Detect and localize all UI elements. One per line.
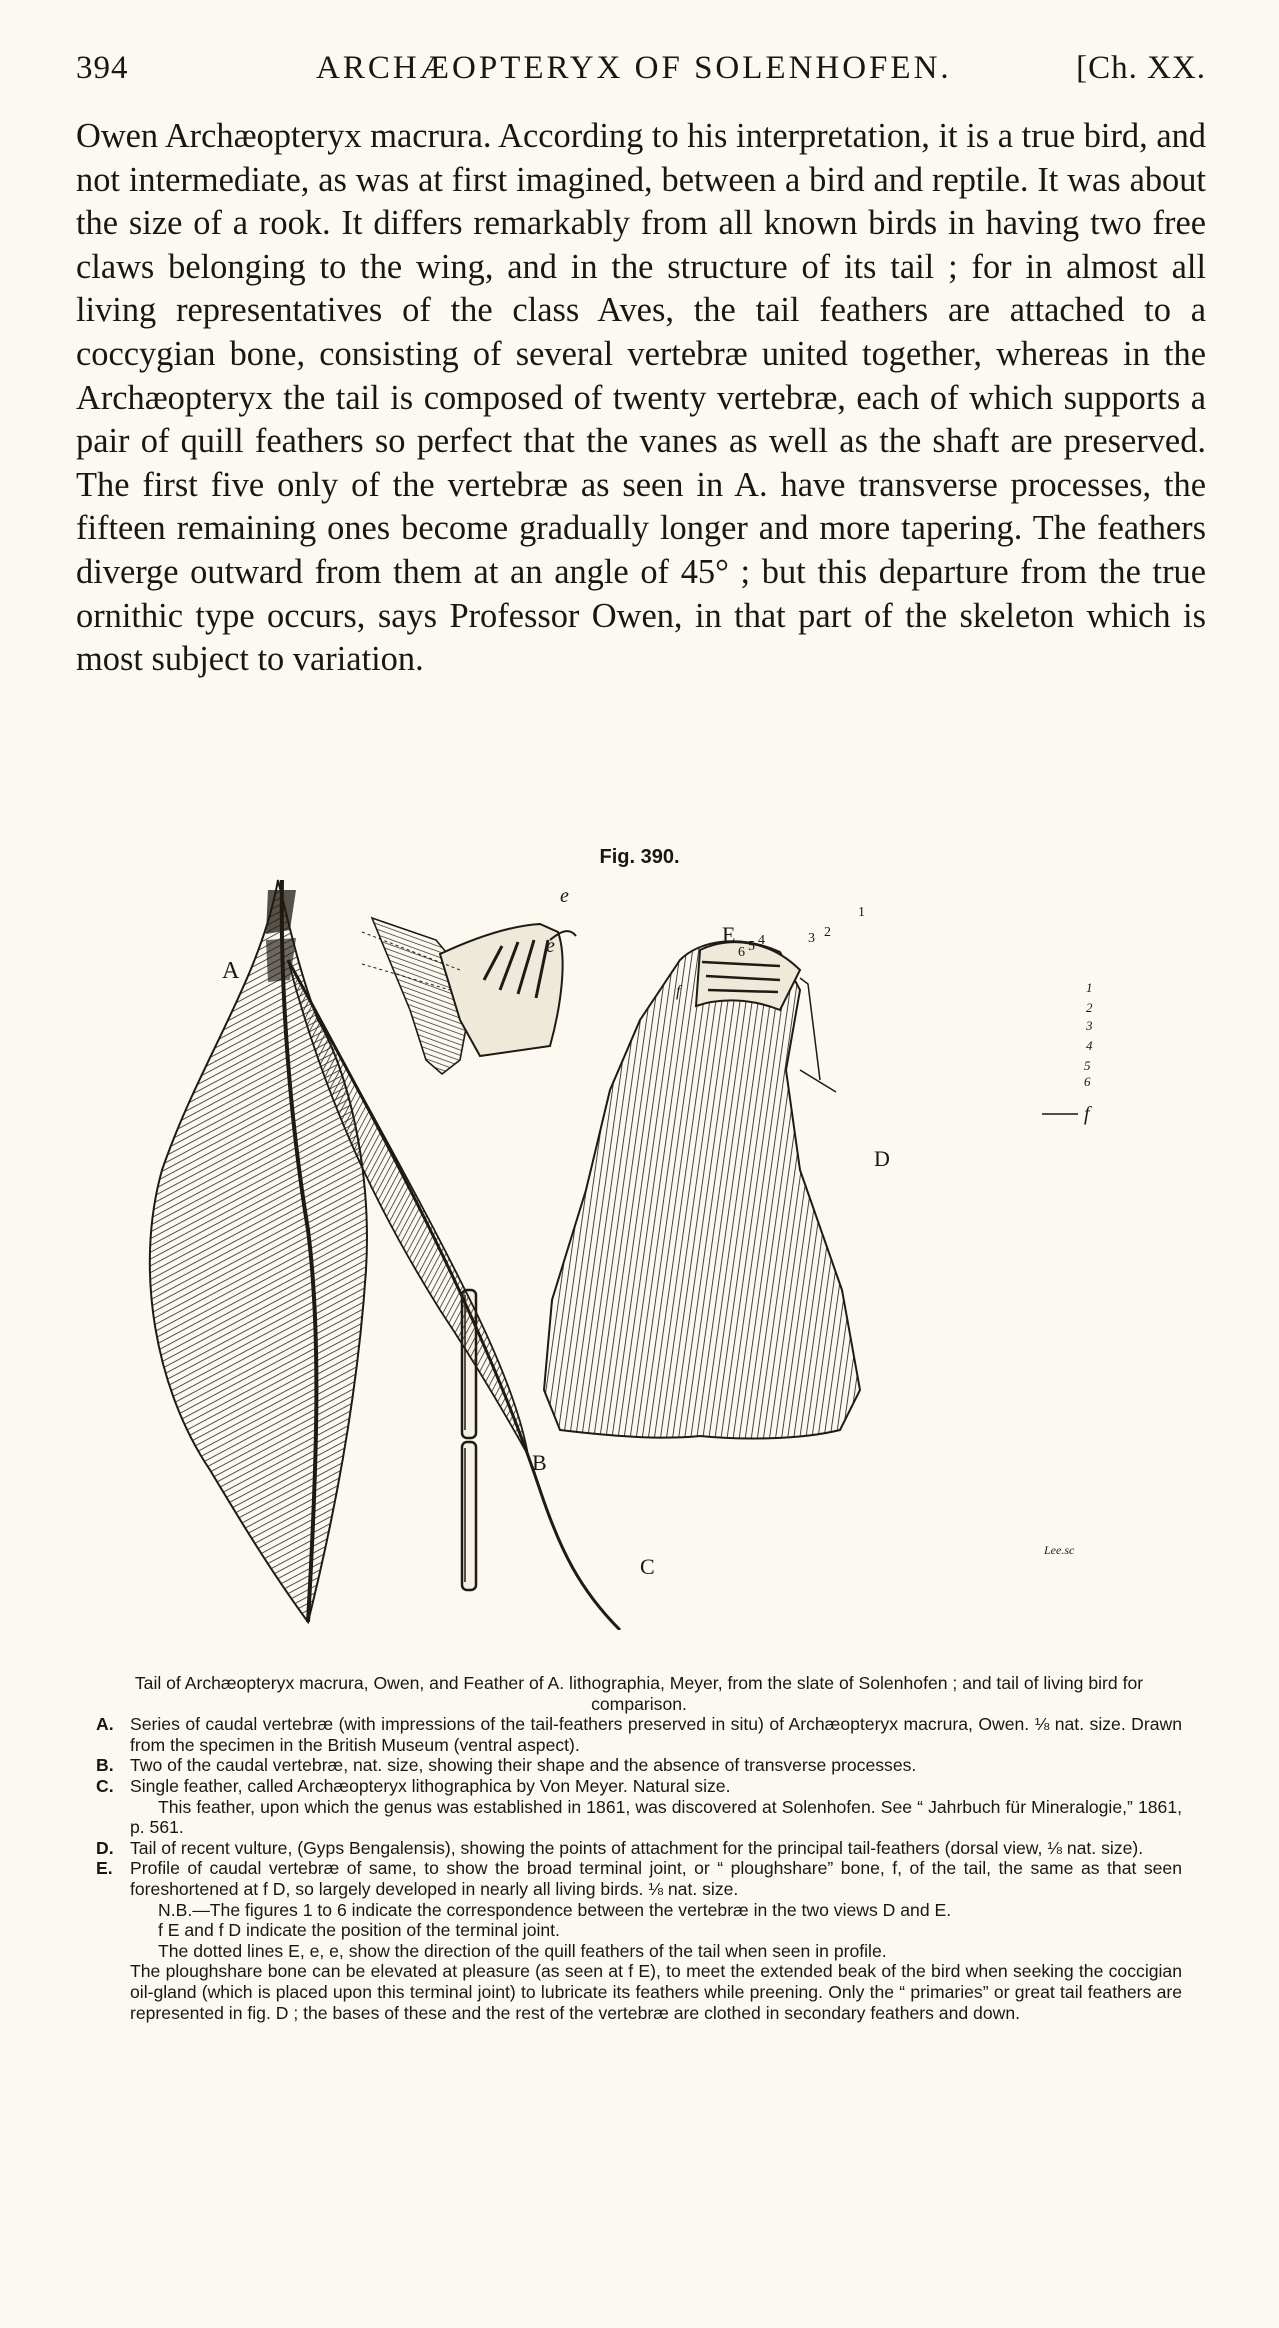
caption-note-nb: N.B.—The figures 1 to 6 indicate the correspondence between the vertebræ in the two views D and E.	[158, 1899, 952, 1920]
label-f-d: f	[1084, 1103, 1090, 1125]
label-e: E	[722, 922, 736, 947]
caption-note-terminal-joint: f E and f D indicate the position of the terminal joint.	[158, 1920, 560, 1941]
caption-item-c-note: This feather, upon which the genus was established in 1861, was discovered at Solenhofen. See “ Jahrbuch für Mineralogie,” 1861, p. 561.	[130, 1796, 1182, 1838]
specimen-d-vulture-tail	[544, 941, 860, 1438]
e-number-6: 6	[738, 945, 745, 960]
label-d: D	[874, 1146, 890, 1171]
label-dotted-e-2: e	[546, 935, 555, 957]
caption-item-d: D. Tail of recent vulture, (Gyps Bengalensis), showing the points of attachment for the principal tail-feathers (dorsal view, ⅛ nat. size).	[96, 1837, 1144, 1858]
page-number: 394	[76, 50, 129, 86]
d-number-2: 2	[1086, 1000, 1093, 1015]
caption-item-b: B. Two of the caudal vertebræ, nat. size, showing their shape and the absence of transverse processes.	[96, 1755, 917, 1776]
body-paragraph: Owen Archæopteryx macrura. According to his interpretation, it is a true bird, and not intermediate, as was at first imagined, between a bird and reptile. It was about the size of a rook. It differs remarkably from all known birds in having two free claws belonging to the wing, and in the structure of its tail ; for in almost all living representatives of the class Aves, the tail feathers are attached to a coccygian bone, consisting of several vertebræ united together, whereas in the Archæopteryx the tail is composed of twenty vertebræ, each of which supports a pair of quill feathers so perfect that the vanes as well as the shaft are preserved. The first five only of the vertebræ as seen in A. have transverse processes, the fifteen remaining ones become gradually longer and more tapering. The feathers diverge outward from them at an angle of 45° ; but this departure from the true ornithic type occurs, says Professor Owen, in that part of the skeleton which is most subject to variation.	[76, 117, 1206, 679]
figure-caption	[96, 1673, 1182, 2023]
specimen-e-profile	[362, 918, 576, 1074]
label-c: C	[640, 1554, 655, 1579]
running-title: ARCHÆOPTERYX OF SOLENHOFEN.	[316, 50, 952, 86]
caption-note-ploughshare: The ploughshare bone can be elevated at pleasure (as seen at f E), to meet the extended beak of the bird when seeking the coccigian oil-gland (which is placed upon this terminal joint) to lubricate its feathers while preening. Only the “ primaries” or great tail feathers are represented in fig. D ; the bases of these and the rest of the vertebræ are clothed in secondary feathers and down.	[130, 1961, 1182, 2023]
label-a: A	[222, 958, 240, 984]
e-number-1: 1	[858, 905, 865, 920]
d-number-5: 5	[1084, 1058, 1091, 1073]
e-number-4: 4	[758, 933, 765, 948]
e-number-2: 2	[824, 925, 831, 940]
d-number-1: 1	[1086, 980, 1093, 995]
caption-item-c: C. Single feather, called Archæopteryx lithographica by Von Meyer. Natural size.	[96, 1775, 731, 1796]
d-number-3: 3	[1086, 1018, 1093, 1033]
figure-390-illustration	[140, 870, 1160, 1630]
d-number-4: 4	[1086, 1038, 1093, 1053]
label-b: B	[532, 1450, 547, 1475]
caption-note-dotted-lines: The dotted lines E, e, e, show the direction of the quill feathers of the tail when seen in profile.	[158, 1940, 887, 1961]
label-f-e: f	[676, 983, 681, 1000]
body-text	[76, 115, 1206, 682]
e-number-3: 3	[808, 931, 815, 946]
figure-label: Fig. 390.	[599, 846, 680, 868]
engraver-signature: Lee.sc	[1044, 1543, 1075, 1557]
label-dotted-e-1: e	[560, 885, 569, 907]
specimen-a-fossil-tail	[150, 880, 367, 1622]
caption-title: Tail of Archæopteryx macrura, Owen, and Feather of A. lithographia, Meyer, from the slate of Solenhofen ; and tail of living bird for comparison.	[134, 1673, 1144, 1714]
page-header	[76, 50, 1206, 90]
caption-item-a: A. Series of caudal vertebræ (with impressions of the tail-feathers preserved in situ) of Archæopteryx macrura, Owen. ⅛ nat. size. Drawn from the specimen in the British Museum (ventral aspect).	[96, 1714, 1182, 1755]
d-number-6: 6	[1084, 1074, 1091, 1089]
e-number-5: 5	[748, 939, 755, 954]
caption-item-e: E. Profile of caudal vertebræ of same, to show the broad terminal joint, or “ ploughshare” bone, f, of the tail, the same as that seen foreshortened at f D, so largely developed in nearly all living birds. ⅛ nat. size.	[96, 1858, 1182, 1899]
chapter-marker: [Ch. XX.	[1076, 50, 1206, 86]
